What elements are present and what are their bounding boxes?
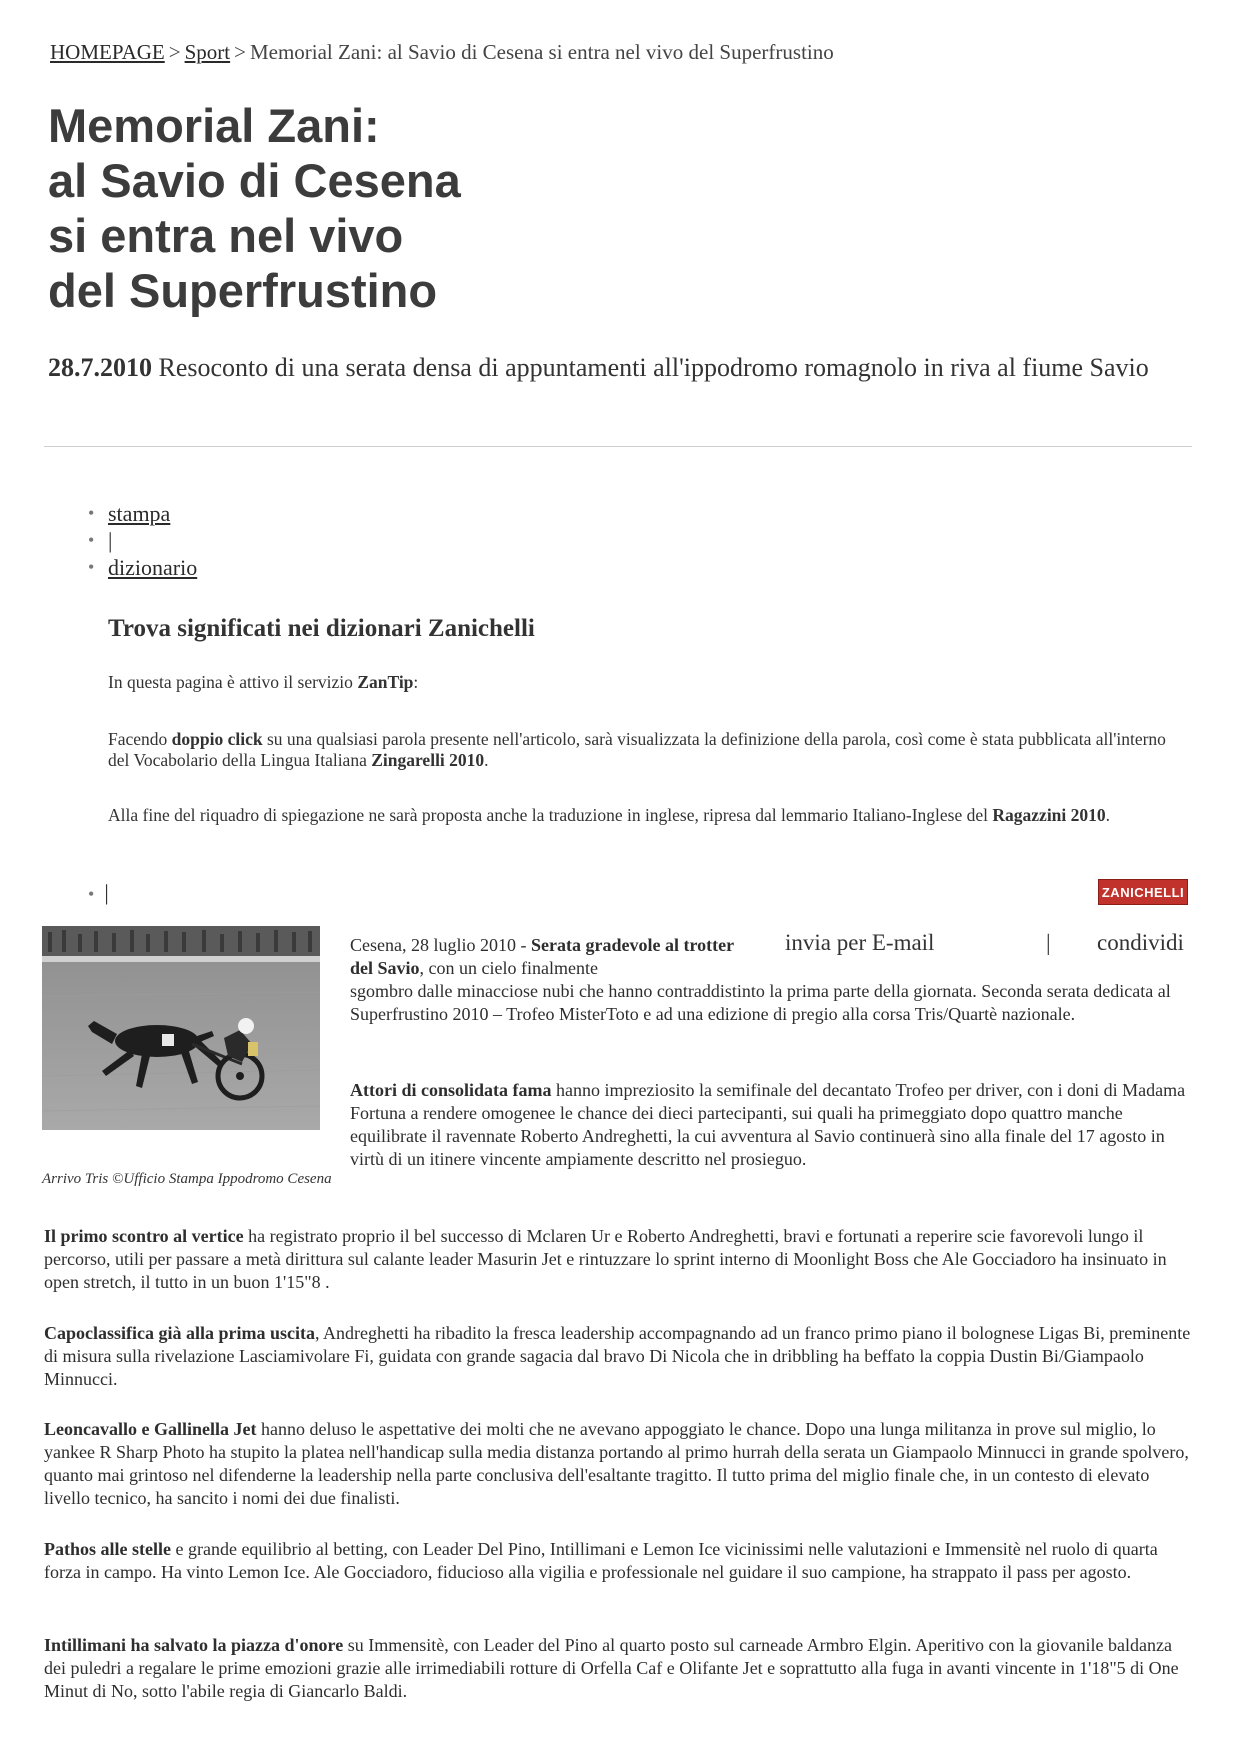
article-title [48,98,748,318]
article-tools [88,500,197,581]
zantip-text: . [1105,805,1111,825]
zantip-intro [108,672,1188,693]
zantip-emphasis: doppio click [171,729,263,749]
breadcrumb [50,40,834,65]
article-paragraph [350,1079,1198,1171]
paragraph-text: , con un cielo finalmente [419,958,598,978]
photo-caption: Arrivo Tris ©Ufficio Stampa Ippodromo Cesena [42,1171,332,1187]
zantip-text: : [413,672,419,692]
zantip-translation-note [108,805,1188,826]
zantip-text: In questa pagina è attivo il servizio [108,672,358,692]
paragraph-text: e grande equilibrio al betting, con Leader Del Pino, Intillimani e Lemon Ice vicinissimi nelle valutazioni e Immensitè nel ruolo di quarta forza in campo. Ha vinto Lemon Ice. Ale Gocciadoro, fiducioso alla vigilia e professionale nel guidare il suo campione, ha strappato il pass per agosto. [44,1539,1158,1582]
tools-separator: | [108,528,113,553]
paragraph-lead: Capoclassifica già alla prima uscita [44,1323,315,1343]
tools-item [88,527,197,554]
tools-item [88,500,197,527]
zantip-text: Alla fine del riquadro di spiegazione ne sarà proposta anche la traduzione in inglese, ripresa dal lemmario Italiano-Inglese del [108,805,993,825]
zantip-emphasis: Zingarelli 2010 [371,750,485,770]
article-title-line: si entra nel vivo [48,209,404,262]
breadcrumb-home-link[interactable]: HOMEPAGE [50,40,165,64]
breadcrumb-separator: > [234,40,246,64]
tools-item [88,554,197,581]
zantip-emphasis: Ragazzini 2010 [992,805,1106,825]
article-title-line: al Savio di Cesena [48,154,461,207]
zanichelli-logo[interactable]: ZANICHELLI [1098,879,1188,905]
article-paragraph [350,934,750,980]
paragraph-lead: Attori di consolidata fama [350,1080,552,1100]
article-paragraph [44,1225,1194,1294]
zantip-text: Facendo [108,729,172,749]
harness-race-photo [42,926,320,1130]
article-title-line: Memorial Zani: [48,99,380,152]
article-paragraph [44,1538,1194,1584]
article-paragraph-continued: sgombro dalle minacciose nubi che hanno contraddistinto la prima parte della giornata. Seconda serata dedicata al Superfrustino 2010 – Trofeo MisterToto e ad una edizione di pregio alla corsa Tris/Quartè nazionale. [350,981,1171,1024]
zantip-text: . [484,750,489,770]
zantip-instructions [108,729,1188,771]
paragraph-text: hanno impreziosito la semifinale del decantato Trofeo per driver, con i doni di Madama Fortuna a rendere omogenee le chance dei dieci partecipanti, sui quali ha primeggiato dopo quattro manche equilibrate il ravennate Roberto Andreghetti, la cui avventura al Savio continuerà sino alla finale del 17 agosto in virtù di un itinere vincente ampiamente descritto nel prosieguo. [350,1080,1186,1169]
paragraph-lead: Pathos alle stelle [44,1539,171,1559]
paragraph-lead: Leoncavallo e Gallinella Jet [44,1419,257,1439]
share-link[interactable]: condividi [1097,930,1184,955]
article-paragraph [44,1418,1194,1510]
paragraph-lead: Intillimani ha salvato la piazza d'onore [44,1635,344,1655]
paragraph-text: , Andreghetti ha ribadito la fresca leadership accompagnando ad un franco primo piano il bolognese Ligas Bi, preminente di misura sulla rivelazione Lasciamivolare Fi, guidata con grande sagacia dal bravo Di Nicola che in dribbling ha beffato la coppia Dustin Bi/Giampaolo Minnucci. [44,1323,1191,1389]
zantip-bullet [88,880,109,906]
zantip-bullet-separator: | [104,880,109,905]
breadcrumb-sport-link[interactable]: Sport [184,40,231,64]
dictionary-link[interactable]: dizionario [108,555,198,580]
email-link[interactable]: invia per E-mail [785,930,935,955]
paragraph-lead: Il primo scontro al vertice [44,1226,244,1246]
article-paragraph [44,1634,1194,1703]
paragraph-text: Cesena, 28 luglio 2010 - [350,935,531,955]
article-title-line: del Superfrustino [48,264,438,317]
breadcrumb-separator: > [168,40,181,64]
paragraph-text: hanno deluso le aspettative dei molti che ne avevano appoggiato le chance. Dopo una lunga militanza in prove sul miglio, lo yankee R Sharp Photo ha stupito la platea nell'handicap sulla media distanza portando al primo hurrah della serata un Giampaolo Minnucci in grande spolvero, quanto mai grintoso nel difenderne la leadership nella parte conclusiva dell'esaltante tragitto. Il tutto prima del miglio finale che, in un contesto di elevato livello tecnico, ha sancito i nomi dei due finalisti. [44,1419,1189,1508]
zantip-service-name: ZanTip [357,672,414,692]
share-separator: | [1046,930,1051,955]
article-paragraph [44,1322,1194,1391]
divider [44,446,1192,447]
zantip-text: su una qualsiasi parola presente nell'articolo, sarà visualizzata la definizione della parola, così come è stata pubblicata all'interno del Vocabolario della Lingua Italiana [108,729,1166,770]
article-date: 28.7.2010 [48,353,152,382]
paragraph-text: su Immensitè, con Leader del Pino al quarto posto sul carneade Armbro Elgin. Aperitivo con la giovanile baldanza dei puledri a regalare le prime emozioni grazie alle irrimediabili rotture di Orfella Caf e Olifante Jet e soprattutto alla fuga in avanti vincente in 1'18"5 di One Minut di No, sotto l'abile regia di Giancarlo Baldi. [44,1635,1179,1701]
breadcrumb-current: Memorial Zani: al Savio di Cesena si entra nel vivo del Superfrustino [249,40,834,64]
paragraph-text: ha registrato proprio il bel successo di Mclaren Ur e Roberto Andreghetti, bravi e fortunati a reperire scie favorevoli lungo il percorso, utili per passare a metà dirittura sul calante leader Masurin Jet e rintuzzare lo sprint interno di Moonlight Boss che Ale Gocciadoro ha insinuato in open stretch, il tutto in un buon 1'15"8 . [44,1226,1167,1292]
print-link[interactable]: stampa [108,501,171,526]
article-photo [42,926,320,1130]
article-summary: Resoconto di una serata densa di appuntamenti all'ippodromo romagnolo in riva al fiume Savio [158,353,1149,382]
article-subtitle [48,352,1198,383]
zantip-heading: Trova significati nei dizionari Zanichelli [108,615,535,642]
paragraph-lead: Serata gradevole al trotter del Savio [350,935,734,978]
